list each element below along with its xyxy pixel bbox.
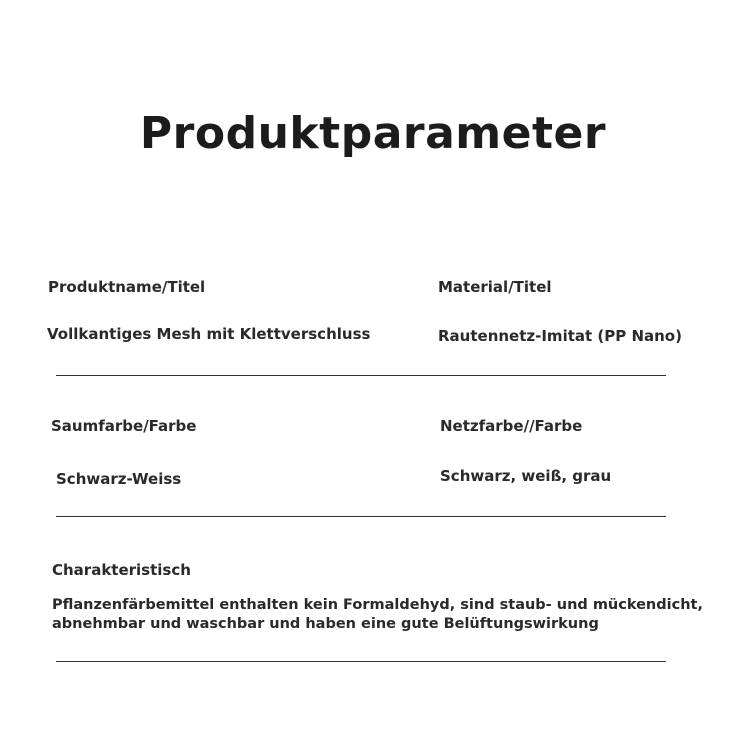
- feature-description: [52, 596, 732, 634]
- page-title: Produktparameter: [139, 108, 607, 159]
- feature-label: Charakteristisch: [52, 561, 191, 579]
- hem-color-value: Schwarz-Weiss: [56, 470, 182, 488]
- material-label: Material/Titel: [438, 278, 552, 296]
- feature-line-2: abnehmbar und waschbar und haben eine gute Belüftungswirkung: [52, 616, 599, 632]
- product-name-label: Produktname/Titel: [48, 278, 206, 296]
- divider-3: [56, 661, 666, 662]
- hem-color-label: Saumfarbe/Farbe: [51, 417, 197, 435]
- mesh-color-value: Schwarz, weiß, grau: [440, 467, 612, 485]
- feature-line-1: Pflanzenfärbemittel enthalten kein Formaldehyd, sind staub- und mückendicht,: [52, 597, 703, 613]
- divider-1: [56, 375, 666, 376]
- divider-2: [56, 516, 666, 517]
- mesh-color-label: Netzfarbe//Farbe: [440, 417, 583, 435]
- product-name-value: Vollkantiges Mesh mit Klettverschluss: [47, 325, 371, 343]
- material-value: Rautennetz-Imitat (PP Nano): [438, 327, 682, 345]
